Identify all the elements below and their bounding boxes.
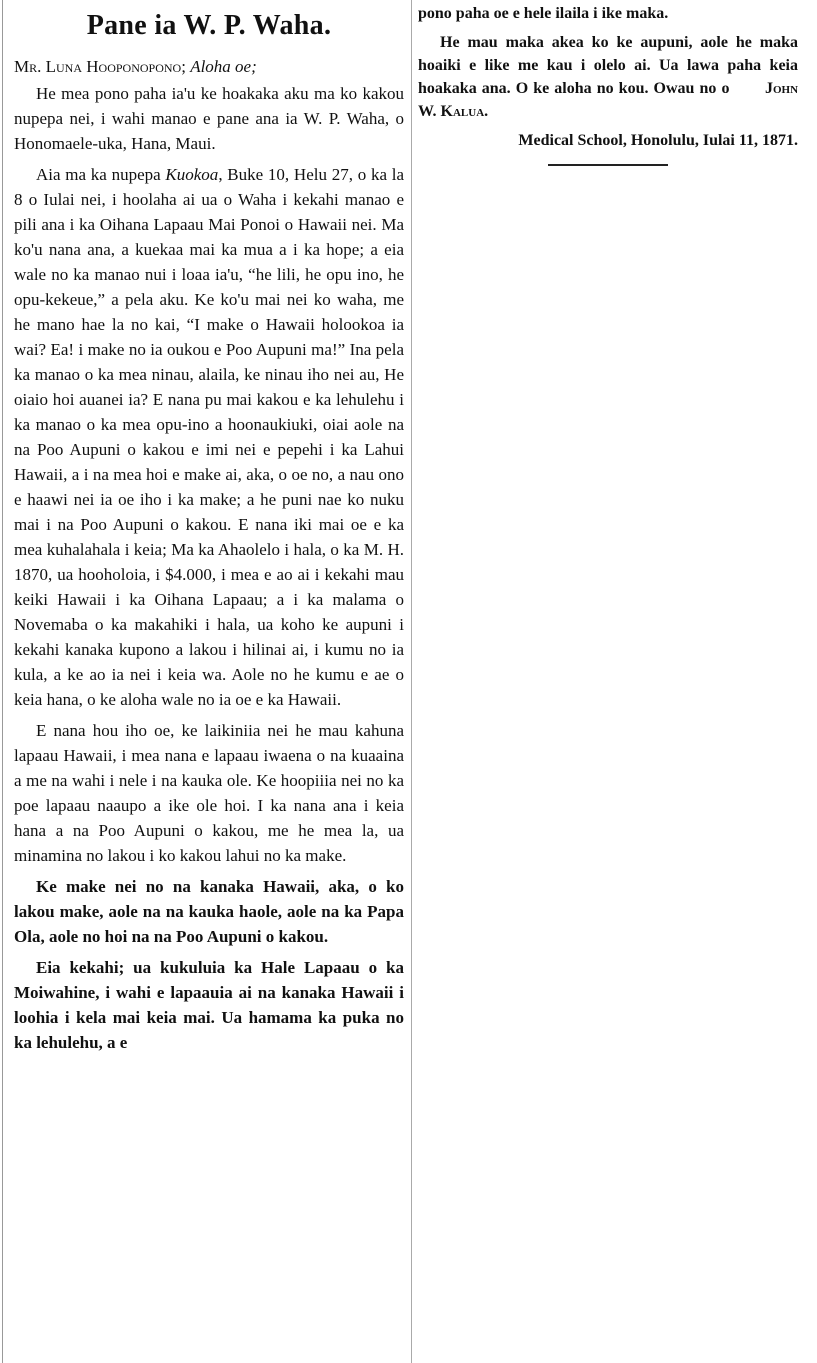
paragraph-3: E nana hou iho oe, ke laikiniia nei he mau kahuna lapaau Hawaii, i mea nana e lapaau iwaena o na kuaaina a me na wahi i nele i na kauka ole. Ke hoopiiia nei no ka poe lapaau naaupo a ike ole hoi. I ka nana ana i keia hana a na Poo Aupuni o kakou, me he mea la, ua minamina no lakou i ko kakou lahui no ka make. [14,721,404,865]
paragraph-6-text: He mau maka akea ko ke aupuni, aole he maka hoaiki e like me kau i olelo ai. Ua lawa paha keia hoakaka ana. O ke aloha no kou. Owau no o [418,34,798,97]
left-column [14,6,404,1061]
paragraph-5-continued: pono paha oe e hele ilaila i ike maka. [418,5,669,22]
paragraph-2-rest: , Buke 10, Helu 27, o ka la 8 o Iulai nei, i hoolaha ai ua o Waha i kekahi manao e pili ana i ka Oihana Lapaau Mai Ponoi o Hawaii nei. Ma ko'u nana ana, a kuekaa mai ka mua a i ka hope; a eia wale no ka manao nui i loaa ia'u, “he lili, he opu ino, he opu-kekeue,” a pela aku. Ke ko'u mai nei ko waha, me he mano hae la no kai, “I make o Hawaii holookoa ia wai? Ea! i make no ia oukou e Poo Aupuni ma!” Ina pela ka manao o ka mea ninau, alaila, ke ninau iho nei au, He oiaio hoi auanei ia? E nana pu mai kakou e ka lehulehu i ka manao o ka mea opu-ino a hoonaukiuki, oiai aole na na Poo Aupuni o kakou e imi nei e pepehi i ka Lahui Hawaii, a i na mea hoi e make ai, aka, o oe no, a nau ono e haawi nei ia oe iho i ka make; a he puni nae ko nuku mai i na Poo Aupuni o kakou. E nana iki mai oe e ka mea kuhalahala i keia; Ma ka Ahaolelo i hala, o ka M. H. 1870, ua hooholoia, i $4.000, i mea e ao ai i kekahi mau keiki Hawaii i ka Oihana Lapaau; a i ka malama o Novemaba o ka makahiki i hala, ua koho ke aupuni i kekahi kanaka kupono a lakou i hilinai ai, i kumu no ia kula, a ke ao ia nei i keia wa. Aole no he kumu e ae o keia hana, o ke aloha wale no ia oe e ka Hawaii. [14,165,404,709]
newspaper-name: Kuokoa [165,165,219,184]
salutation [14,54,404,79]
right-column [418,2,798,166]
article-title: Pane ia W. P. Waha. [86,10,332,41]
paragraph-6 [418,31,798,123]
left-border-rule [2,0,3,1363]
paragraph-4: Ke make nei no na kanaka Hawaii, aka, o ko lakou make, aole na na kauka haole, aole na ka Papa Ola, aole no hoi na na Poo Aupuni o kakou. [14,877,404,946]
paragraph-5: Eia kekahi; ua kukuluia ka Hale Lapaau o ka Moiwahine, i wahi e lapaauia ai na kanaka Hawaii i loohia i kela mai keia mai. Ua hamama ka puka no ka lehulehu, a e [14,958,404,1052]
paragraph-1: He mea pono paha ia'u ke hoakaka aku ma ko kakou nupepa nei, i wahi manao e pane ana ia W. P. Waha, o Honomaele-uka, Hana, Maui. [14,84,404,153]
salutation-greeting: Aloha oe; [190,57,257,76]
dateline: Medical School, Honolulu, Iulai 11, 1871. [518,132,798,149]
paragraph-2 [14,162,404,712]
column-divider [411,0,412,1363]
signature: John W. Kalua. [418,80,799,120]
end-rule [548,164,668,166]
salutation-name: Mr. Luna Hooponopono; [14,57,186,76]
paragraph-2-start: Aia ma ka nupepa [36,165,166,184]
